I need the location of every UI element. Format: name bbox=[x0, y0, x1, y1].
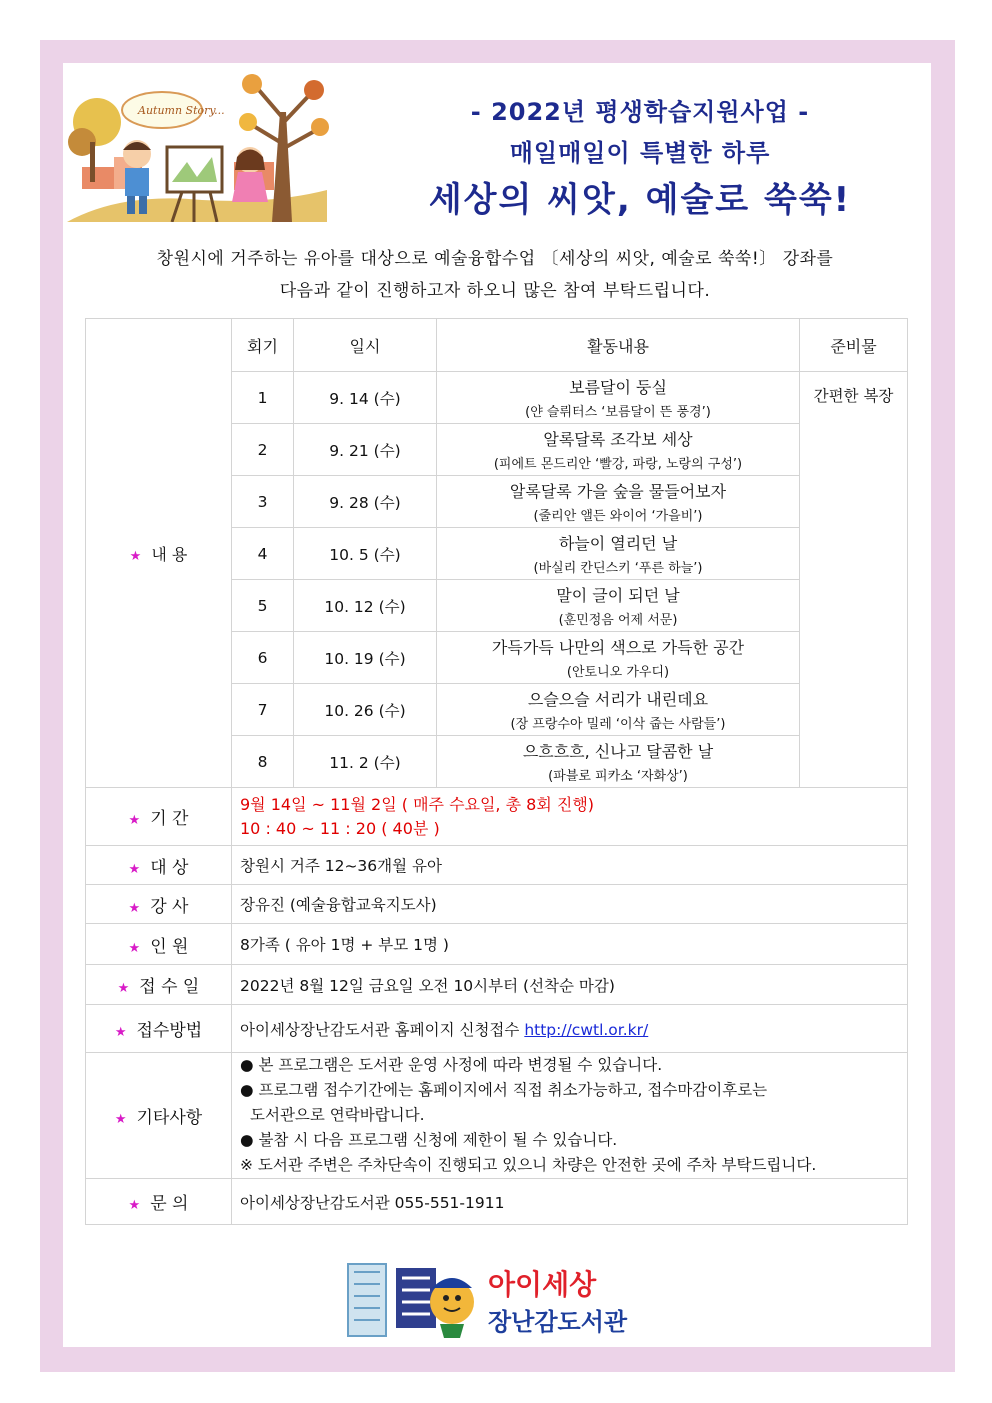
reception-date-row bbox=[86, 965, 908, 1005]
activity-title: 알록달록 가을 숲을 물들어보자 bbox=[509, 482, 727, 501]
method-value bbox=[232, 1005, 908, 1053]
reception-date-value: 2022년 8월 12일 금요일 오전 10시부터 (선착순 마감) bbox=[232, 965, 908, 1005]
contact-value: 아이세상장난감도서관 055-551-1911 bbox=[232, 1179, 908, 1225]
notes-value bbox=[232, 1053, 908, 1179]
notes-label-cell bbox=[86, 1053, 232, 1179]
instructor-label-cell bbox=[86, 885, 232, 924]
intro-line-1: 창원시에 거주하는 유아를 대상으로 예술융합수업 〔세상의 씨앗, 예술로 쑥쑥!〕 강좌를 bbox=[156, 249, 834, 269]
period-dates: 9월 14일 ~ 11월 2일 ( 매주 수요일, 총 8회 진행) bbox=[240, 794, 595, 814]
session-number: 5 bbox=[232, 580, 294, 632]
activity-artwork: (얀 슬뤼터스 ‘보름달이 뜬 풍경’) bbox=[525, 405, 711, 420]
activity-title: 보름달이 둥실 bbox=[569, 378, 667, 397]
period-time: 10 : 40 ~ 11 : 20 ( 40분 ) bbox=[240, 818, 440, 838]
star-icon: ★ bbox=[114, 1025, 127, 1040]
notes-row bbox=[86, 1053, 908, 1179]
program-subtitle: 매일매일이 특별한 하루 bbox=[509, 139, 771, 167]
activity-title: 으슬으슬 서리가 내린데요 bbox=[527, 690, 709, 709]
note-item: ● 불참 시 다음 프로그램 신청에 제한이 될 수 있습니다. bbox=[240, 1131, 618, 1149]
activity-artwork: (안토니오 가우디) bbox=[566, 665, 670, 680]
session-activity bbox=[437, 684, 800, 736]
session-number: 3 bbox=[232, 476, 294, 528]
activity-artwork: (파블로 피카소 ‘자화상’) bbox=[548, 769, 688, 784]
note-item: ※ 도서관 주변은 주차단속이 진행되고 있으니 차량은 안전한 곳에 주차 부탁드립니다. bbox=[240, 1156, 817, 1174]
method-text: 아이세상장난감도서관 홈페이지 신청접수 bbox=[240, 1020, 520, 1039]
table-header-row bbox=[86, 319, 908, 372]
activity-artwork: (훈민정음 어제 서문) bbox=[558, 613, 678, 628]
intro-text bbox=[90, 243, 900, 307]
session-activity bbox=[437, 424, 800, 476]
session-number: 4 bbox=[232, 528, 294, 580]
header-session: 회기 bbox=[232, 319, 294, 372]
session-number: 2 bbox=[232, 424, 294, 476]
session-number: 8 bbox=[232, 736, 294, 788]
materials-value: 간편한 복장 bbox=[800, 372, 908, 788]
session-number: 1 bbox=[232, 372, 294, 424]
instructor-label: 강 사 bbox=[150, 896, 189, 917]
header-date: 일시 bbox=[294, 319, 437, 372]
target-label-cell bbox=[86, 846, 232, 885]
session-activity bbox=[437, 372, 800, 424]
target-value: 창원시 거주 12~36개월 유아 bbox=[232, 846, 908, 885]
star-icon: ★ bbox=[128, 940, 141, 956]
period-row bbox=[86, 788, 908, 846]
note-item: 도서관으로 연락바랍니다. bbox=[250, 1106, 425, 1124]
session-date: 11. 2 (수) bbox=[294, 736, 437, 788]
program-table bbox=[85, 318, 908, 1225]
session-number: 6 bbox=[232, 632, 294, 684]
header-activity: 활동내용 bbox=[437, 319, 800, 372]
activity-title: 으흐흐흐, 신나고 달콤한 날 bbox=[522, 742, 714, 761]
method-row bbox=[86, 1005, 908, 1053]
instructor-value: 장유진 (예술융합교육지도사) bbox=[232, 885, 908, 924]
activity-title: 하늘이 열리던 날 bbox=[558, 534, 678, 553]
activity-artwork: (줄리안 앨든 와이어 ‘가을비’) bbox=[533, 509, 703, 524]
period-label: 기 간 bbox=[150, 809, 189, 829]
activity-title: 가득가득 나만의 색으로 가득한 공간 bbox=[491, 638, 745, 657]
session-activity bbox=[437, 580, 800, 632]
star-icon: ★ bbox=[128, 813, 141, 828]
note-item: ● 프로그램 접수기간에는 홈페이지에서 직접 취소가능하고, 접수마감이후로는 bbox=[240, 1081, 768, 1099]
target-row bbox=[86, 846, 908, 885]
flyer-header bbox=[360, 92, 920, 221]
program-main-title: 세상의 씨앗, 예술로 쑥쑥! bbox=[428, 180, 852, 220]
activity-title: 알록달록 조각보 세상 bbox=[543, 430, 693, 449]
session-activity bbox=[437, 528, 800, 580]
activity-artwork: (장 프랑수아 밀레 ‘이삭 줍는 사람들’) bbox=[510, 717, 726, 732]
autumn-illustration bbox=[62, 72, 332, 222]
session-date: 9. 21 (수) bbox=[294, 424, 437, 476]
star-icon: ★ bbox=[117, 981, 130, 996]
logo-name: 아이세상 bbox=[488, 1268, 597, 1301]
capacity-label-cell bbox=[86, 924, 232, 965]
session-activity bbox=[437, 476, 800, 528]
content-label: 내 용 bbox=[151, 544, 188, 564]
capacity-value: 8가족 ( 유아 1명 + 부모 1명 ) bbox=[232, 924, 908, 965]
contact-row bbox=[86, 1179, 908, 1225]
session-activity bbox=[437, 632, 800, 684]
session-date: 10. 26 (수) bbox=[294, 684, 437, 736]
star-icon: ★ bbox=[128, 1198, 141, 1213]
program-year-title: - 2022년 평생학습지원사업 - bbox=[470, 98, 810, 126]
target-label: 대 상 bbox=[150, 857, 189, 878]
activity-artwork: (바실리 칸딘스키 ‘푸른 하늘’) bbox=[533, 561, 703, 576]
reception-date-label-cell bbox=[86, 965, 232, 1005]
library-logo bbox=[340, 1258, 650, 1342]
period-label-cell bbox=[86, 788, 232, 846]
star-icon: ★ bbox=[114, 1112, 127, 1127]
session-date: 10. 5 (수) bbox=[294, 528, 437, 580]
activity-artwork: (피에트 몬드리안 ‘빨강, 파랑, 노랑의 구성’) bbox=[493, 457, 743, 472]
star-icon: ★ bbox=[128, 861, 141, 877]
star-icon: ★ bbox=[129, 548, 142, 564]
homepage-link[interactable]: http://cwtl.or.kr/ bbox=[524, 1020, 649, 1039]
reception-date-label: 접 수 일 bbox=[139, 977, 200, 997]
capacity-label: 인 원 bbox=[150, 936, 189, 957]
session-date: 9. 14 (수) bbox=[294, 372, 437, 424]
contact-label: 문 의 bbox=[150, 1194, 189, 1214]
note-item: ● 본 프로그램은 도서관 운영 사정에 따라 변경될 수 있습니다. bbox=[240, 1056, 663, 1074]
contact-label-cell bbox=[86, 1179, 232, 1225]
session-date: 9. 28 (수) bbox=[294, 476, 437, 528]
method-label: 접수방법 bbox=[136, 1021, 203, 1041]
activity-title: 말이 글이 되던 날 bbox=[556, 586, 680, 605]
star-icon: ★ bbox=[128, 900, 141, 916]
session-number: 7 bbox=[232, 684, 294, 736]
period-value bbox=[232, 788, 908, 846]
capacity-row bbox=[86, 924, 908, 965]
intro-line-2: 다음과 같이 진행하고자 하오니 많은 참여 부탁드립니다. bbox=[279, 281, 711, 301]
logo-subname: 장난감도서관 bbox=[488, 1308, 628, 1336]
method-label-cell bbox=[86, 1005, 232, 1053]
session-date: 10. 12 (수) bbox=[294, 580, 437, 632]
instructor-row bbox=[86, 885, 908, 924]
illustration-sign-text: Autumn Story... bbox=[138, 104, 225, 117]
session-activity bbox=[437, 736, 800, 788]
notes-label: 기타사항 bbox=[136, 1108, 203, 1128]
content-label-cell bbox=[86, 319, 232, 788]
session-date: 10. 19 (수) bbox=[294, 632, 437, 684]
header-materials: 준비물 bbox=[800, 319, 908, 372]
